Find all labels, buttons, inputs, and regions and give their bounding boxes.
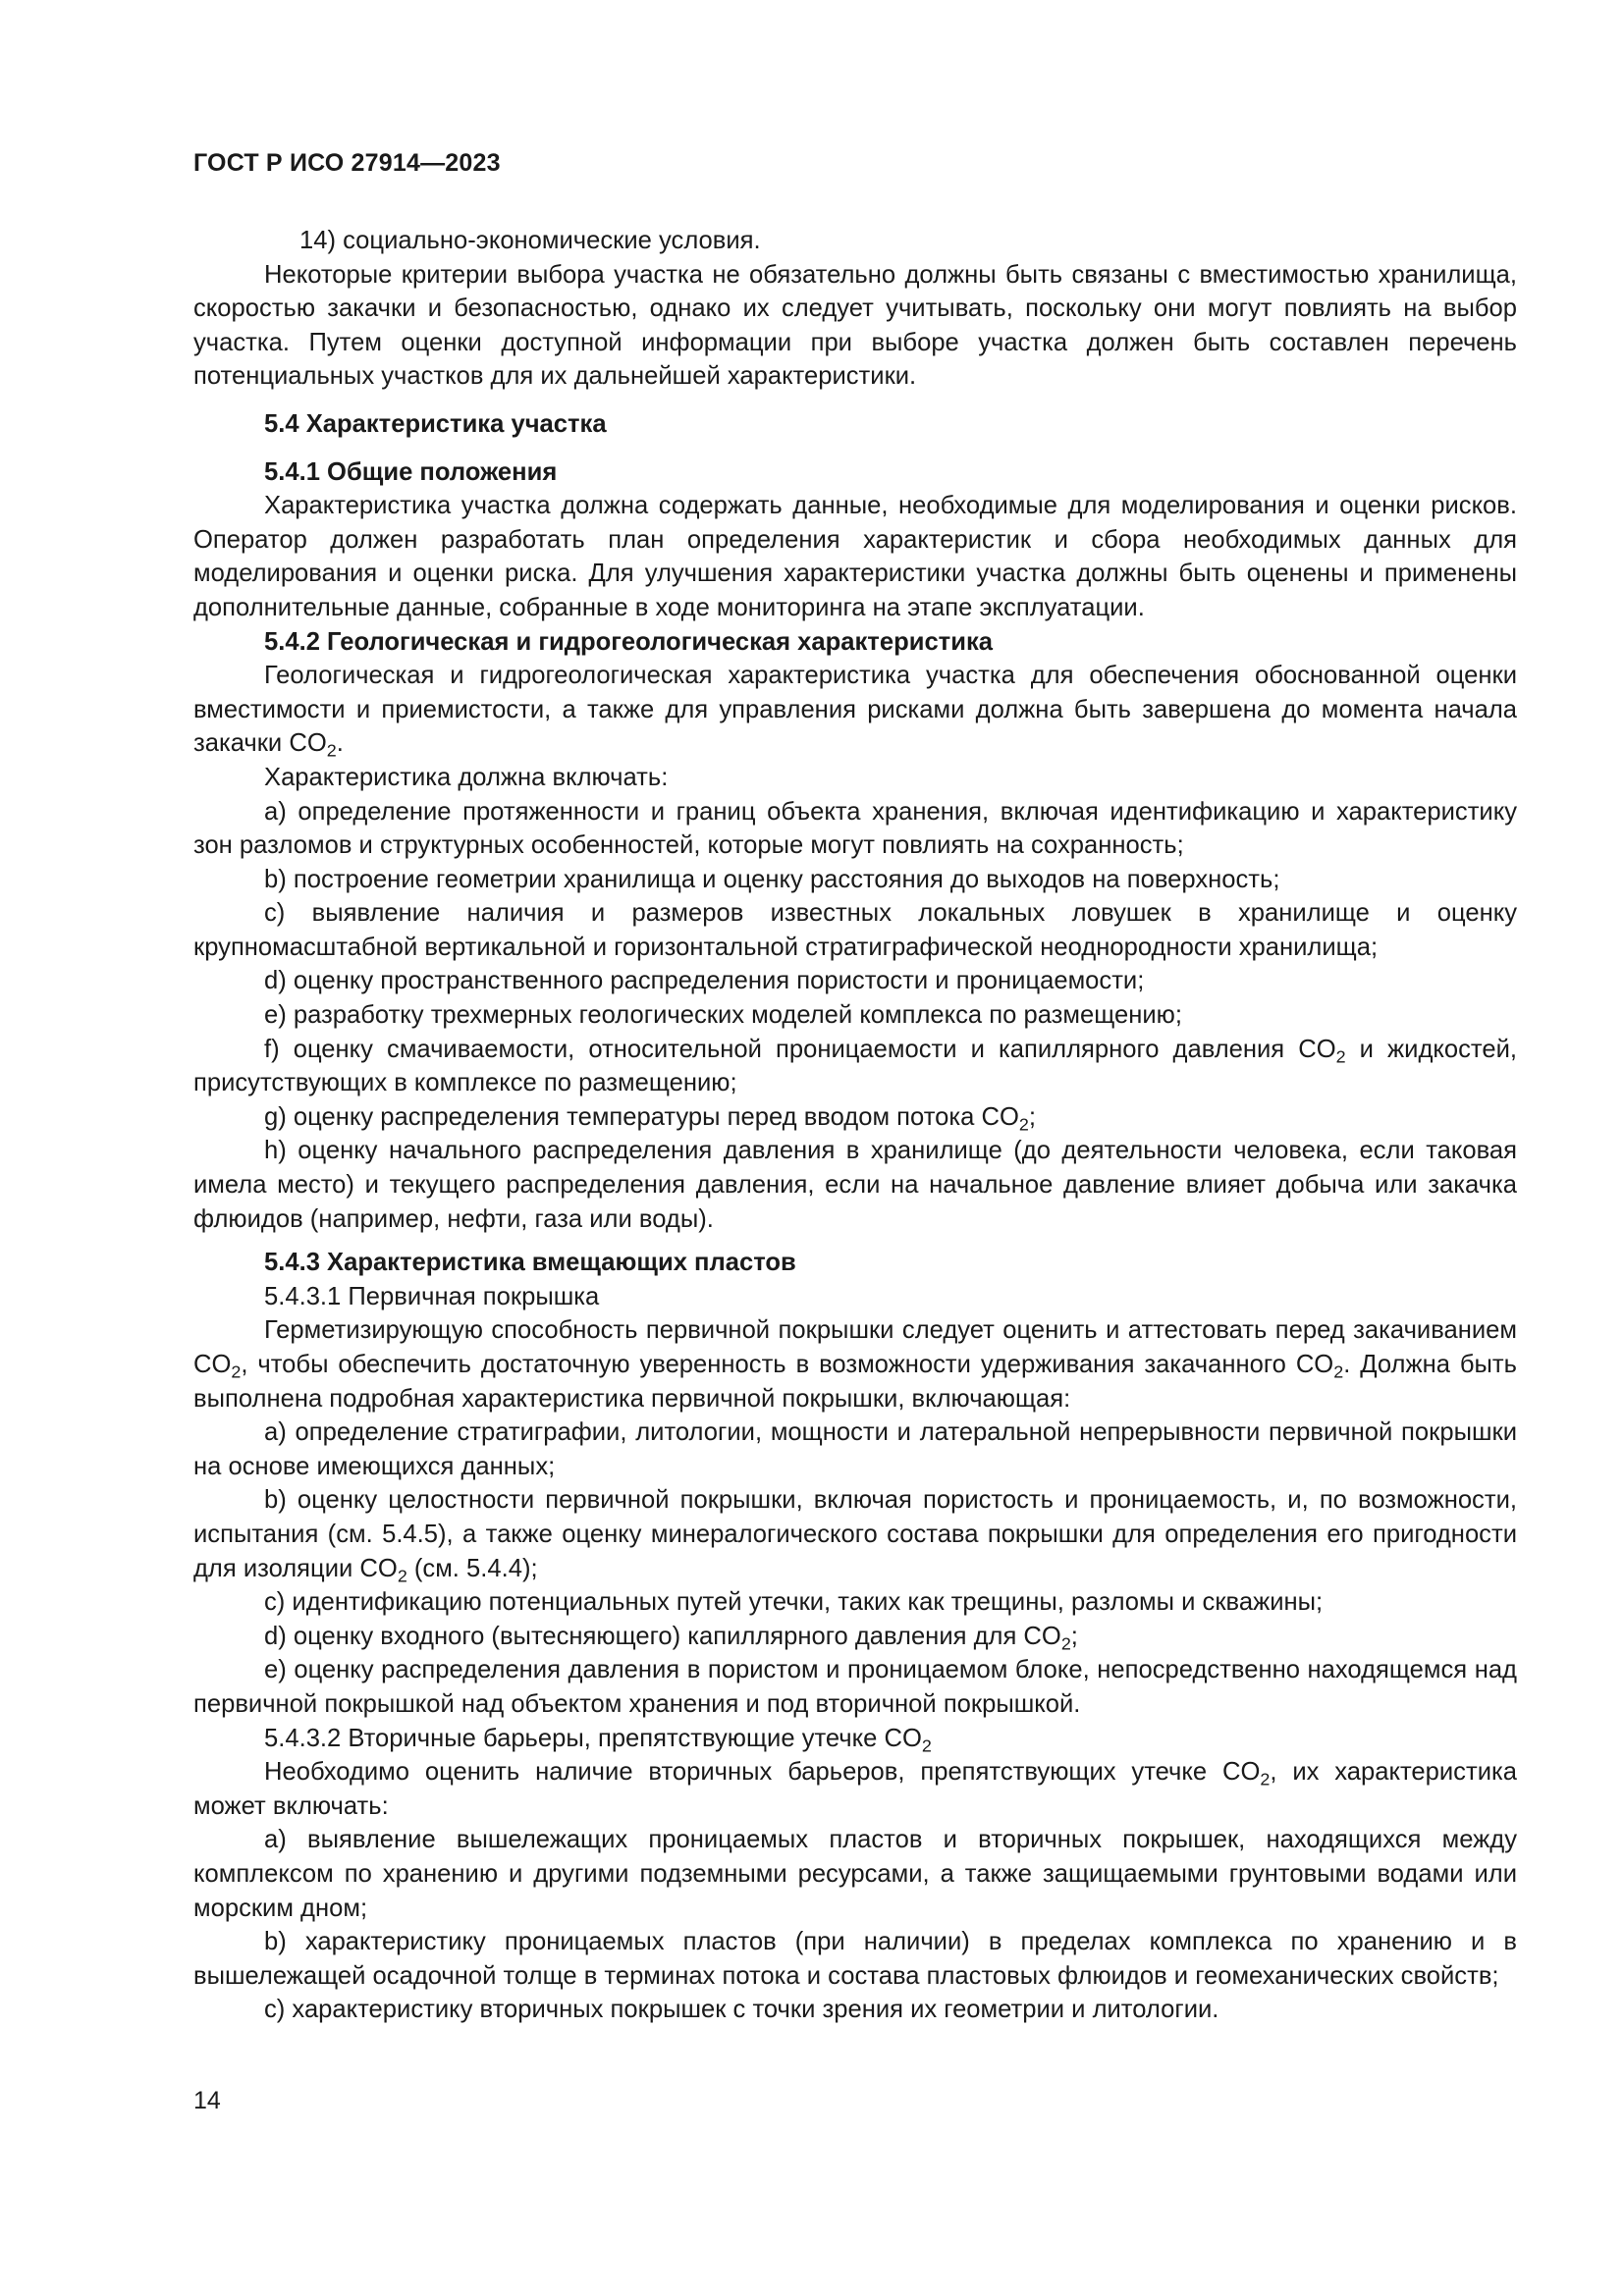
section-heading-5-4-3: 5.4.3 Характеристика вмещающих пластов [264, 1249, 796, 1277]
list-item: c) выявление наличия и размеров известных локальных ловушек в хранилище и оценку крупномасштабной вертикальной и горизонтальной стратиграфической неоднородности хранилища; [193, 899, 1517, 961]
list-item: d) оценку пространственного распределения пористости и проницаемости; [264, 967, 1145, 995]
list-item: f) оценку смачиваемости, относительной проницаемости и капиллярного давления $CO_2$ и жидкостей, присутствующих в комплексе по размещению; [193, 1035, 1517, 1097]
paragraph: Необходимо оценить наличие вторичных барьеров, препятствующих утечке $CO_2$, их характеристика может включать: [193, 1758, 1517, 1820]
list-item: d) оценку входного (вытесняющего) капиллярного давления для $CO_2$; [264, 1622, 1078, 1654]
subsection-heading-5-4-3-1: 5.4.3.1 Первичная покрышка [264, 1282, 600, 1310]
page-number: 14 [193, 2087, 221, 2114]
document-code-header: ГОСТ Р ИСО 27914—2023 [193, 149, 501, 177]
list-item: b) оценку целостности первичной покрышки, включая пористость и проницаемость, и, по возможности, испытания (см. 5.4.5), а также оценку минералогического состава покрышки для определения его пригодности для изоляции $CO_2$ (см. 5.4.4); [193, 1486, 1517, 1585]
list-item: c) характеристику вторичных покрышек с точки зрения их геометрии и литологии. [264, 1996, 1219, 2024]
paragraph: Характеристика участка должна содержать данные, необходимые для моделирования и оценки рисков. Оператор должен разработать план определения характеристик и сбора необходимых данных для моделирования и оценки риска. Для улучшения характеристики участка должны быть оценены и применены дополнительные данные, собранные в ходе мониторинга на этапе эксплуатации. [193, 492, 1517, 621]
paragraph: Некоторые критерии выбора участка не обязательно должны быть связаны с вместимостью хранилища, скоростью закачки и безопасностью, однако их следует учитывать, поскольку они могут повлиять на выбор участка. Путем оценки доступной информации при выборе участка должен быть составлен перечень потенциальных участков для их дальнейшей характеристики. [193, 260, 1517, 391]
paragraph: Характеристика должна включать: [264, 763, 669, 791]
list-item: g) оценку распределения температуры перед вводом потока $CO_2$; [264, 1102, 1036, 1135]
list-item: a) выявление вышележащих проницаемых пластов и вторичных покрышек, находящихся между комплексом по хранению и другими подземными ресурсами, а также защищаемыми грунтовыми водами или морским дном; [193, 1826, 1517, 1922]
list-item: e) оценку распределения давления в пористом и проницаемом блоке, непосредственно находящемся над первичной покрышкой над объектом хранения и под вторичной покрышкой. [193, 1656, 1517, 1718]
list-item: c) идентификацию потенциальных путей утечки, таких как трещины, разломы и скважины; [264, 1588, 1324, 1617]
list-item: b) построение геометрии хранилища и оценку расстояния до выходов на поверхность; [264, 865, 1280, 893]
list-item: a) определение протяженности и границ объекта хранения, включая идентификацию и характеристику зон разломов и структурных особенностей, которые могут повлиять на сохранность; [193, 797, 1517, 860]
list-item: h) оценку начального распределения давления в хранилище (до деятельности человека, если таковая имела место) и текущего распределения давления, если на начальное давление влияет добыча или закачка флюидов (например, нефти, газа или воды). [193, 1137, 1517, 1233]
list-item: b) характеристику проницаемых пластов (при наличии) в пределах комплекса по хранению и в вышележащей осадочной толще в терминах потока и состава пластовых флюидов и геомеханических свойств; [193, 1928, 1517, 1990]
document-body [193, 224, 1517, 2027]
paragraph: Геологическая и гидрогеологическая характеристика участка для обеспечения обоснованной оценки вместимости и приемистости, а также для управления рисками должна быть завершена до момента начала закачки $CO_2$. [193, 662, 1517, 761]
section-heading-5-4: 5.4 Характеристика участка [264, 409, 607, 438]
list-item: 14) социально-экономические условия. [299, 227, 761, 254]
subsection-heading-5-4-3-2: 5.4.3.2 Вторичные барьеры, препятствующие утечке $CO_2$ [264, 1724, 932, 1755]
list-item: e) разработку трехмерных геологических моделей комплекса по размещению; [264, 1001, 1182, 1030]
section-heading-5-4-1: 5.4.1 Общие положения [264, 457, 558, 486]
list-item: a) определение стратиграфии, литологии, мощности и латеральной непрерывности первичной покрышки на основе имеющихся данных; [193, 1418, 1517, 1480]
paragraph: Герметизирующую способность первичной покрышки следует оценить и аттестовать перед закачиванием $CO_2$, чтобы обеспечить достаточную уверенность в возможности удерживания закачанного $CO_2$. Должна быть выполнена подробная характеристика первичной покрышки, включающая: [193, 1316, 1517, 1413]
section-heading-5-4-2: 5.4.2 Геологическая и гидрогеологическая характеристика [264, 627, 993, 656]
